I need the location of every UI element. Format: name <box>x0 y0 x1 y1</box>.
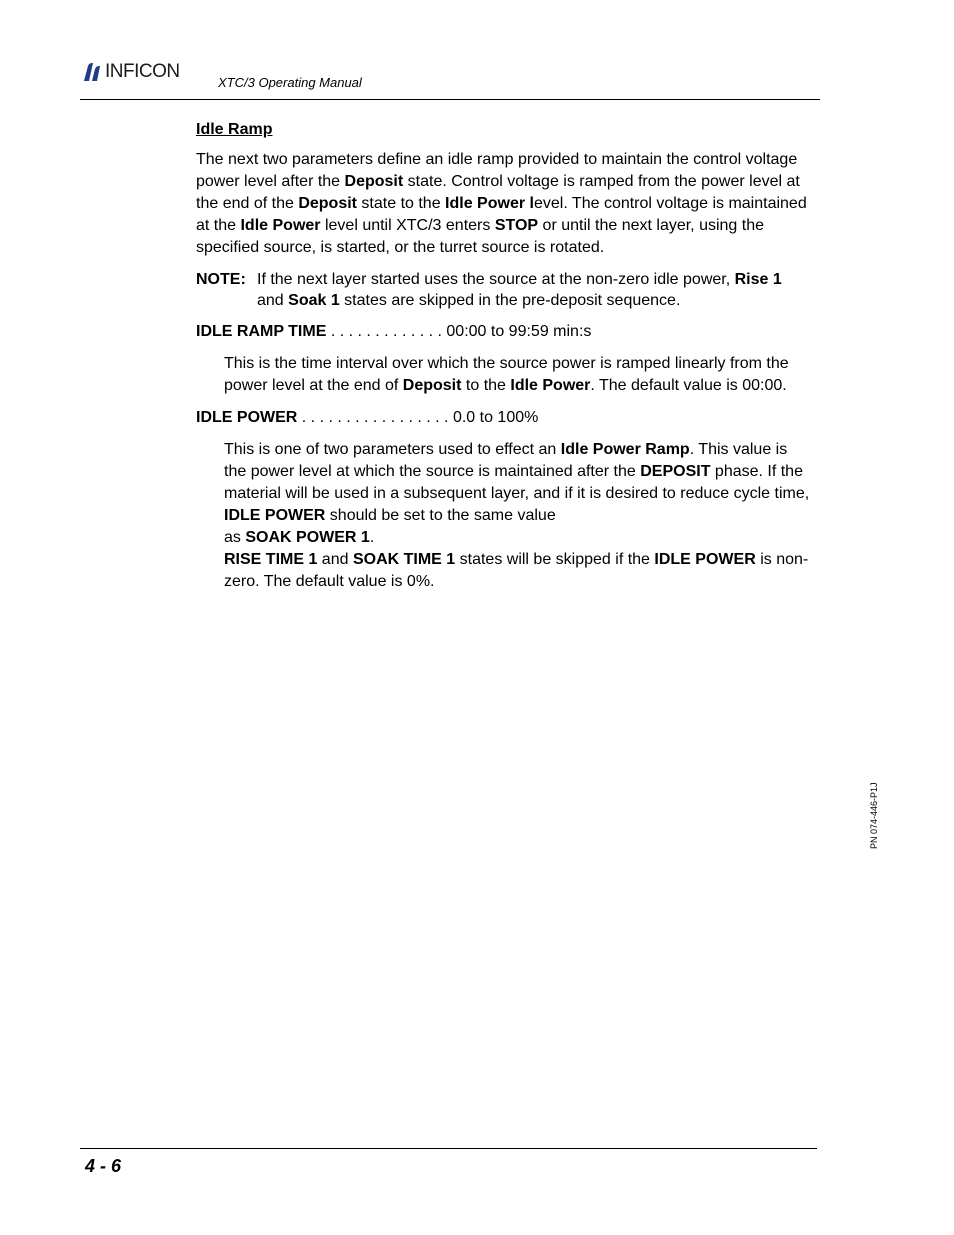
header-divider <box>80 99 820 100</box>
section-heading: Idle Ramp <box>196 121 273 138</box>
document-title: XTC/3 Operating Manual <box>218 75 362 90</box>
intro-paragraph: The next two parameters define an idle ramp provided to maintain the control voltage power level after the Deposit state. Control voltage is ramped from the power level at the end of the Deposit state to the Idle Power level. The control voltage is maintained at the Idle Power level until XTC/3 enters STOP or until the next layer, using the specified source, is started, or the turret source is rotated. <box>196 151 807 256</box>
note-label: NOTE: <box>196 271 246 288</box>
note-text: If the next layer started uses the source at the non-zero idle power, Rise 1 and Soak 1 states are skipped in the pre-deposit sequence. <box>257 271 782 309</box>
note-block <box>196 269 812 311</box>
param-idle-ramp-time: IDLE RAMP TIME . . . . . . . . . . . . . 00:00 to 99:59 min:s <box>196 323 592 340</box>
footer-divider <box>80 1148 817 1149</box>
logo-text: INFICON <box>105 61 180 82</box>
part-number: PN 074-446-P1J <box>869 782 879 849</box>
inficon-logo-icon <box>81 61 103 83</box>
page-content <box>196 119 812 603</box>
param-idle-power-description: This is one of two parameters used to effect an Idle Power Ramp. This value is the power level at which the source is maintained after the DEPOSIT phase. If the material will be used in a subsequent layer, and if it is desired to reduce cycle time, IDLE POWER should be set to the same value as SOAK POWER 1. RISE TIME 1 and SOAK TIME 1 states will be skipped if the IDLE POWER is non-zero. The default value is 0%. <box>224 441 810 590</box>
inficon-logo <box>81 60 180 84</box>
param-idle-ramp-time-description: This is the time interval over which the source power is ramped linearly from the power level at the end of Deposit to the Idle Power. The default value is 00:00. <box>224 355 789 394</box>
page-number: 4 - 6 <box>85 1156 122 1176</box>
param-idle-power: IDLE POWER . . . . . . . . . . . . . . . . . 0.0 to 100% <box>196 409 539 426</box>
